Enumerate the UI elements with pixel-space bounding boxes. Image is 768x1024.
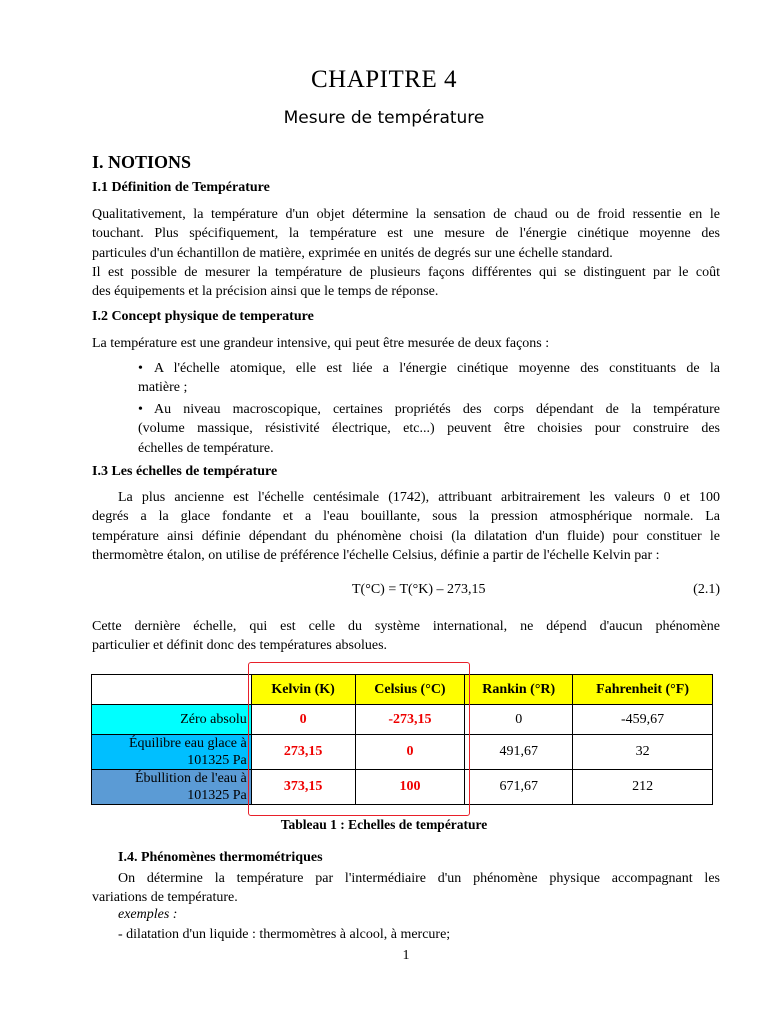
page-number: 1 xyxy=(402,948,410,963)
heading-scales: I.3 Les échelles de température xyxy=(92,464,278,479)
text-line: Qualitativement, la température d'un objet détermine la sensation de chaud ou de froid ressentie en le xyxy=(92,207,720,222)
text-line: Il est possible de mesurer la température de plusieurs façons différentes qui se distinguent par le coût xyxy=(92,264,720,280)
paragraph-concept-intro xyxy=(92,334,720,353)
row-label: Zéro absolu xyxy=(92,705,252,735)
section-heading: I. NOTIONS xyxy=(92,152,192,172)
bullet-line: matière ; xyxy=(138,380,188,396)
table-cell: 32 xyxy=(573,735,713,770)
text-line: La plus ancienne est l'échelle centésimale (1742), attribuant arbitrairement les valeurs 0 et 100 xyxy=(118,490,720,505)
chapter-subtitle: Mesure de température xyxy=(283,108,485,128)
bullet-line: (volume massique, résistivité électrique, etc...) peuvent être choisies pour construire des xyxy=(138,421,720,437)
text-line: température ainsi définie dépendant du phénomène choisi (la dilatation d'un fluide) pour constituer le xyxy=(92,528,720,544)
heading-concept: I.2 Concept physique de temperature xyxy=(92,309,314,324)
table-cell: 373,15 xyxy=(251,770,355,805)
table-cell: 0 xyxy=(251,705,355,735)
paragraph-phenomena xyxy=(92,869,720,908)
table-cell: 212 xyxy=(573,770,713,805)
table-cell: 0 xyxy=(355,735,465,770)
examples-label: exemples : xyxy=(118,907,178,922)
text-line: degrés a la glace fondante et a l'eau bouillante, sous la pression atmosphérique normale. La xyxy=(92,509,720,525)
row-label: Équilibre eau glace à 101325 Pa xyxy=(92,735,252,770)
table-cell: 671,67 xyxy=(465,770,573,805)
bullet-item xyxy=(138,400,720,458)
equation-number: (2.1) xyxy=(693,582,720,597)
heading-phenomena: I.4. Phénomènes thermométriques xyxy=(118,850,323,865)
paragraph-scales xyxy=(92,488,720,565)
paragraph-definition xyxy=(92,205,720,301)
bullet-line: • A l'échelle atomique, elle est liée a l'énergie cinétique moyenne des constituants de la xyxy=(138,359,720,378)
highlight-annotation xyxy=(248,662,470,816)
column-header-kelvin: Kelvin (K) xyxy=(251,675,355,705)
row-label: Ébullition de l'eau à 101325 Pa xyxy=(92,770,252,805)
column-header-rankin: Rankin (°R) xyxy=(465,675,573,705)
table-cell: -459,67 xyxy=(573,705,713,735)
chapter-title: CHAPITRE 4 xyxy=(311,66,457,93)
example-item: - dilatation d'un liquide : thermomètres à alcool, à mercure; xyxy=(118,927,451,942)
text-line: particules d'un échantillon de matière, exprimée en unités de degrés sur une échelle standard. xyxy=(92,245,613,261)
equation: T(°C) = T(°K) – 273,15 xyxy=(352,582,486,597)
heading-definition: I.1 Définition de Température xyxy=(92,180,270,195)
column-header-celsius: Celsius (°C) xyxy=(355,675,465,705)
table-cell: 0 xyxy=(465,705,573,735)
text-line: thermomètre étalon, on utilise de préférence l'échelle Celsius, définie a partir de l'échelle Kelvin par : xyxy=(92,547,660,563)
table-cell: -273,15 xyxy=(355,705,465,735)
text-line: La température est une grandeur intensive, qui peut être mesurée de deux façons : xyxy=(92,336,550,351)
bullet-line: • Au niveau macroscopique, certaines propriétés des corps dépendant de la température xyxy=(138,400,720,419)
bullet-icon: • xyxy=(138,361,143,376)
bullet-line: échelles de température. xyxy=(138,440,274,456)
text-line: des équipements et la précision ainsi que le temps de réponse. xyxy=(92,284,439,300)
table-cell: 100 xyxy=(355,770,465,805)
table-cell: 273,15 xyxy=(251,735,355,770)
table-cell: 491,67 xyxy=(465,735,573,770)
table-corner-cell xyxy=(92,675,252,705)
text-line: particulier et définit donc des températures absolues. xyxy=(92,638,388,654)
bullet-icon: • xyxy=(138,402,143,417)
text-line: On détermine la température par l'intermédiaire d'un phénomène physique accompagnant les xyxy=(118,871,720,886)
text-line: variations de température. xyxy=(92,890,238,906)
column-header-fahrenheit: Fahrenheit (°F) xyxy=(573,675,713,705)
table-caption: Tableau 1 : Echelles de température xyxy=(280,817,488,832)
text-line: Cette dernière échelle, qui est celle du système international, ne dépend d'aucun phénomène xyxy=(92,619,720,634)
paragraph-absolute xyxy=(92,617,720,656)
text-line: touchant. Plus spécifiquement, la température est une mesure de l'énergie cinétique moyenne des xyxy=(92,226,720,242)
bullet-item xyxy=(138,359,720,398)
